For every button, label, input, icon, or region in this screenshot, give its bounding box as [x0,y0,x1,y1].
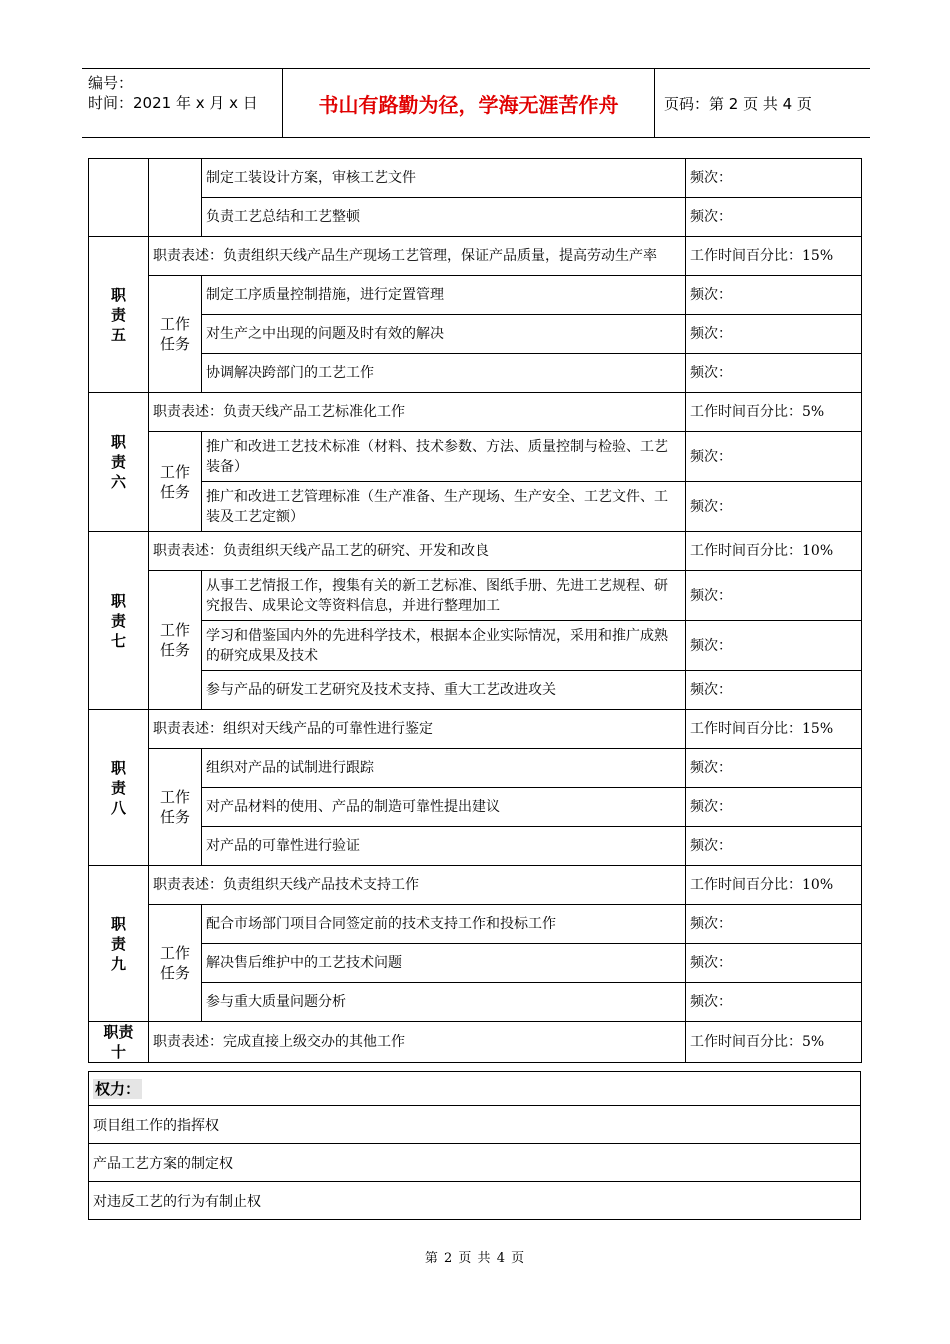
duty-name: 职 责 八 [89,710,149,866]
task-text: 制定工装设计方案，审核工艺文件 [202,159,686,198]
time-percentage: 工作时间百分比：5% [686,1022,862,1063]
task-row [89,983,862,1022]
frequency-label: 频次： [686,944,862,983]
table-row [89,159,862,198]
frequency-label: 频次： [686,571,862,621]
header-motto: 书山有路勤为径，学海无涯苦作舟 [318,92,619,117]
empty-task-label-cell [149,159,202,237]
task-text: 学习和借鉴国内外的先进科学技术，根据本企业实际情况，采用和推广成熟的研究成果及技术 [202,621,686,671]
task-row [89,671,862,710]
duty-description: 职责表述：负责组织天线产品生产现场工艺管理，保证产品质量，提高劳动生产率 [149,237,686,276]
frequency-label: 频次： [686,671,862,710]
time-percentage: 工作时间百分比：15% [686,237,862,276]
task-row [89,749,862,788]
task-text: 对产品材料的使用、产品的制造可靠性提出建议 [202,788,686,827]
doc-code-label: 编号： [88,74,134,92]
power-title: 权力： [95,1080,141,1098]
frequency-label: 频次： [686,432,862,482]
duty-name: 职 责 九 [89,866,149,1022]
task-label: 工作 任务 [149,571,202,710]
task-label: 工作 任务 [149,276,202,393]
task-row [89,482,862,532]
frequency-label: 频次： [686,354,862,393]
duty-description: 职责表述：完成直接上级交办的其他工作 [149,1022,686,1063]
task-row [89,827,862,866]
doc-time-label: 时间：2021 年 x 月 x 日 [88,94,258,112]
power-item: 对违反工艺的行为有制止权 [89,1182,861,1220]
frequency-label: 频次： [686,621,862,671]
frequency-label: 频次： [686,315,862,354]
table-row [89,198,862,237]
task-text: 从事工艺情报工作，搜集有关的新工艺标准、图纸手册、先进工艺规程、研究报告、成果论文等资料信息，并进行整理加工 [202,571,686,621]
duty-table [88,158,862,1063]
task-text: 制定工序质量控制措施，进行定置管理 [202,276,686,315]
frequency-label: 频次： [686,788,862,827]
header-meta [82,69,283,137]
task-row [89,276,862,315]
duty-description: 职责表述：负责组织天线产品技术支持工作 [149,866,686,905]
frequency-label: 频次： [686,749,862,788]
duty-desc-row [89,237,862,276]
task-row [89,621,862,671]
task-text: 推广和改进工艺管理标准（生产准备、生产现场、生产安全、工艺文件、工装及工艺定额） [202,482,686,532]
frequency-label: 频次： [686,482,862,532]
task-row [89,905,862,944]
task-text: 对产品的可靠性进行验证 [202,827,686,866]
task-row [89,788,862,827]
duty-description: 职责表述：负责天线产品工艺标准化工作 [149,393,686,432]
task-row [89,315,862,354]
duty-desc-row [89,1022,862,1063]
task-text: 协调解决跨部门的工艺工作 [202,354,686,393]
duty-name: 职责 十 [89,1022,149,1063]
task-row [89,354,862,393]
power-item: 产品工艺方案的制定权 [89,1144,861,1182]
task-text: 负责工艺总结和工艺整顿 [202,198,686,237]
frequency-label: 频次： [686,198,862,237]
task-label: 工作 任务 [149,905,202,1022]
empty-duty-cell [89,159,149,237]
duty-desc-row [89,532,862,571]
time-percentage: 工作时间百分比：10% [686,866,862,905]
task-label: 工作 任务 [149,749,202,866]
frequency-label: 频次： [686,276,862,315]
duty-desc-row [89,393,862,432]
power-table [88,1071,861,1220]
duty-description: 职责表述：负责组织天线产品工艺的研究、开发和改良 [149,532,686,571]
frequency-label: 频次： [686,905,862,944]
task-text: 解决售后维护中的工艺技术问题 [202,944,686,983]
task-text: 对生产之中出现的问题及时有效的解决 [202,315,686,354]
header-page-info: 页码：第 2 页 共 4 页 [664,94,812,113]
time-percentage: 工作时间百分比：15% [686,710,862,749]
duty-description: 职责表述：组织对天线产品的可靠性进行鉴定 [149,710,686,749]
duty-desc-row [89,710,862,749]
task-row [89,432,862,482]
duty-name: 职 责 七 [89,532,149,710]
page-footer: 第 2 页 共 4 页 [424,1251,526,1266]
task-text: 参与重大质量问题分析 [202,983,686,1022]
frequency-label: 频次： [686,983,862,1022]
time-percentage: 工作时间百分比：5% [686,393,862,432]
duty-name: 职 责 六 [89,393,149,532]
task-row [89,571,862,621]
frequency-label: 频次： [686,827,862,866]
time-percentage: 工作时间百分比：10% [686,532,862,571]
power-title-cell [89,1072,861,1106]
power-item: 项目组工作的指挥权 [89,1106,861,1144]
task-text: 推广和改进工艺技术标准（材料、技术参数、方法、质量控制与检验、工艺装备） [202,432,686,482]
task-text: 组织对产品的试制进行跟踪 [202,749,686,788]
duty-desc-row [89,866,862,905]
task-text: 配合市场部门项目合同签定前的技术支持工作和投标工作 [202,905,686,944]
frequency-label: 频次： [686,159,862,198]
task-label: 工作 任务 [149,432,202,532]
task-row [89,944,862,983]
task-text: 参与产品的研发工艺研究及技术支持、重大工艺改进攻关 [202,671,686,710]
duty-name: 职 责 五 [89,237,149,393]
header-motto-cell [283,69,655,137]
page-header [82,68,870,138]
